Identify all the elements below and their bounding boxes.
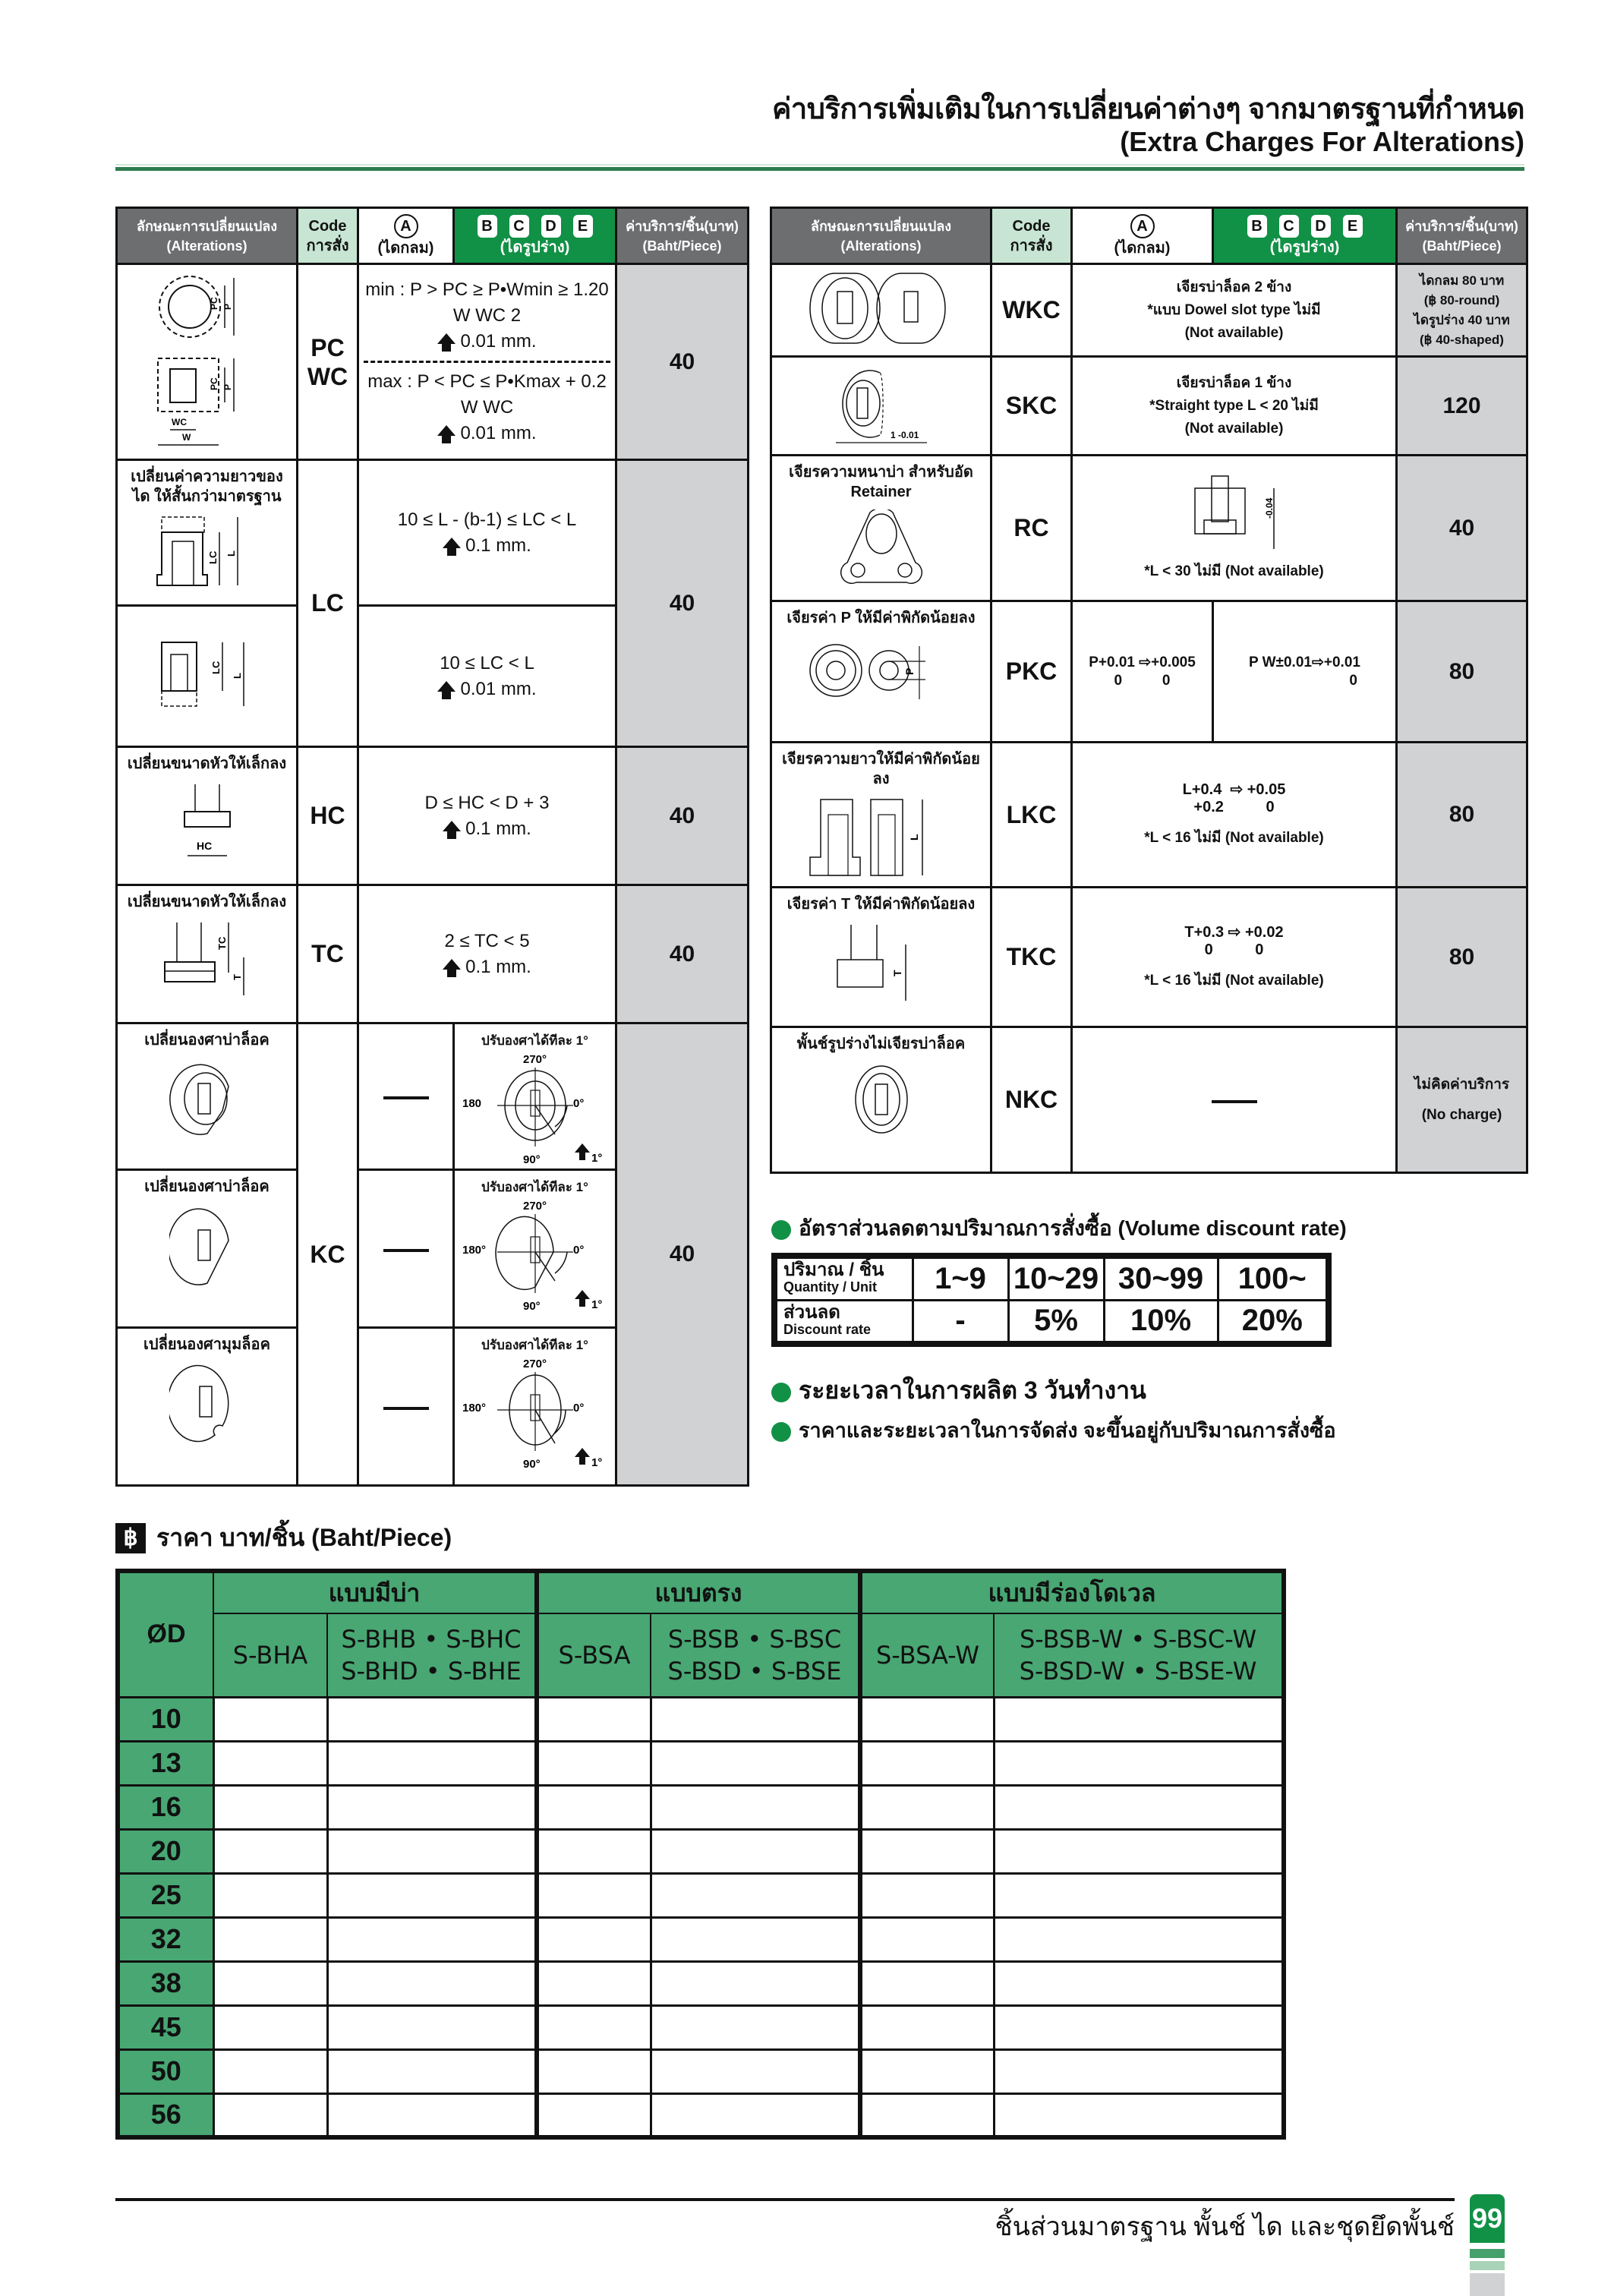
nkc-code: NKC	[991, 1027, 1072, 1173]
svg-text:LC: LC	[206, 550, 219, 564]
price-cell	[994, 1873, 1284, 1917]
svg-text:T: T	[231, 974, 243, 980]
price-cell	[537, 1961, 651, 2005]
kc-angle-3: ปรับองศาได้ทีละ 1° 270° 180° 0° 90° 1°	[454, 1328, 616, 1486]
price-cell	[651, 1741, 860, 1785]
price-cell	[860, 2093, 994, 2137]
price-cell	[537, 2093, 651, 2137]
diameter-cell: 10	[118, 1697, 213, 1741]
tkc-price: 80	[1397, 888, 1527, 1027]
hc-drawing-icon	[162, 781, 253, 865]
price-cell	[213, 1741, 327, 1785]
price-row	[118, 1917, 1284, 1961]
kc-key-flat-icon	[169, 1058, 245, 1141]
price-cell	[651, 1829, 860, 1873]
kc-type-a-2	[358, 1170, 454, 1328]
price-row	[118, 1961, 1284, 2005]
quantity-cell: 30~99	[1104, 1256, 1218, 1300]
group-header-dowel: แบบมีร่องโดเวล	[860, 1571, 1284, 1613]
price-cell	[327, 2005, 537, 2049]
pkc-type-a: P+0.01 ⇨+0.005 0 0	[1072, 601, 1213, 743]
pcwc-code: PC WC	[298, 264, 358, 460]
price-cell	[860, 2049, 994, 2093]
lkc-code: LKC	[991, 743, 1072, 888]
svg-text:L: L	[907, 834, 920, 840]
header-alterations: ลักษณะการเปลี่ยนแปลง (Alterations)	[117, 208, 298, 264]
wkc-condition: เจียรบ่าล็อค 2 ข้าง *แบบ Dowel slot type ไม่มี (Not available)	[1072, 264, 1397, 357]
price-cell	[537, 1741, 651, 1785]
tkc-condition: T+0.3 ⇨ +0.02 0 0 *L < 16 ไม่มี (Not available)	[1072, 888, 1397, 1027]
kc-price: 40	[616, 1023, 749, 1486]
tc-drawing-icon	[154, 919, 260, 1003]
price-cell	[994, 1697, 1284, 1741]
group-header-shoulder: แบบมีบ่า	[213, 1571, 537, 1613]
left-alterations-table	[115, 207, 749, 1487]
svg-text:LC: LC	[210, 661, 222, 674]
price-row	[118, 2093, 1284, 2137]
price-cell	[213, 1697, 327, 1741]
lead-time-note: ระยะเวลาในการผลิต 3 วันทำงาน	[771, 1371, 1146, 1410]
wkc-code: WKC	[991, 264, 1072, 357]
badge-d: D	[1311, 215, 1331, 238]
svg-text:180: 180	[462, 1097, 481, 1110]
header-price: ค่าบริการ/ชิ้น(บาท) (Baht/Piece)	[1397, 208, 1527, 264]
price-cell	[213, 2005, 327, 2049]
tc-price: 40	[616, 885, 749, 1023]
price-table	[115, 1569, 1286, 2140]
badge-e: E	[573, 215, 593, 238]
diameter-cell: 45	[118, 2005, 213, 2049]
header-code: Code การสั่ง	[298, 208, 358, 264]
price-cell	[537, 1917, 651, 1961]
lc-drawing-icon	[147, 514, 268, 590]
pcwc-diagram	[117, 264, 298, 460]
price-cell	[327, 2049, 537, 2093]
page-title-english: (Extra Charges For Alterations)	[1120, 126, 1524, 157]
diameter-cell: 13	[118, 1741, 213, 1785]
diameter-cell: 50	[118, 2049, 213, 2093]
price-cell	[213, 1873, 327, 1917]
kc-code: KC	[298, 1023, 358, 1486]
row-nkc	[771, 1027, 1527, 1173]
step-arrow-icon	[437, 681, 456, 692]
rc-price: 40	[1397, 456, 1527, 601]
skc-diagram	[771, 357, 991, 456]
svg-text:270°: 270°	[522, 1200, 547, 1213]
badge-a: A	[394, 214, 418, 238]
bullet-icon	[771, 1220, 791, 1240]
kc-key-notch-icon	[169, 1362, 245, 1446]
row-pkc	[771, 601, 1527, 743]
hc-diagram: เปลี่ยนขนาดหัวให้เล็กลง HC	[117, 747, 298, 885]
step-arrow-icon	[437, 425, 456, 436]
skc-condition: เจียรบ่าล็อค 1 ข้าง *Straight type L < 20 ไม่มี (Not available)	[1072, 357, 1397, 456]
not-applicable-dash	[1212, 1100, 1257, 1103]
sub-header: S-BSA-W	[860, 1613, 994, 1697]
wkc-drawing-icon	[805, 270, 957, 346]
row-kc-1	[117, 1023, 749, 1170]
sub-header: S-BHB • S-BHC S-BHD • S-BHE	[327, 1613, 537, 1697]
price-cell	[860, 1697, 994, 1741]
svg-text:0°: 0°	[572, 1402, 584, 1414]
nkc-condition	[1072, 1027, 1397, 1173]
pkc-diagram: เจียรค่า P ให้มีค่าพิกัดน้อยลง P	[771, 601, 991, 743]
lc-drawing-2-icon	[147, 636, 268, 712]
svg-text:PC: PC	[208, 297, 219, 310]
step-arrow-icon	[443, 821, 461, 831]
lc-diagram-1: เปลี่ยนค่าความยาวของได ให้สั้นกว่ามาตรฐาน LC L	[117, 460, 298, 606]
badge-a: A	[1130, 214, 1155, 238]
price-cell	[994, 1785, 1284, 1829]
pkc-drawing-icon	[805, 636, 957, 704]
price-cell	[327, 1785, 537, 1829]
kc-diagram-1: เปลี่ยนองศาบ่าล็อค	[117, 1023, 298, 1170]
price-cell	[327, 1873, 537, 1917]
header-type-a: A (ไดกลม)	[358, 208, 454, 264]
nkc-price: ไม่คิดค่าบริการ (No charge)	[1397, 1027, 1527, 1173]
badge-c: C	[1279, 215, 1299, 238]
price-row	[118, 1741, 1284, 1785]
pcwc-max-sub: W WC	[460, 397, 514, 418]
hc-code: HC	[298, 747, 358, 885]
discount-table	[771, 1253, 1332, 1347]
price-cell	[327, 1961, 537, 2005]
dashed-divider	[364, 361, 610, 363]
right-alterations-table	[770, 207, 1528, 1174]
step-arrow-icon	[437, 333, 456, 344]
skc-drawing-icon	[821, 362, 942, 446]
step-arrow-icon	[443, 538, 461, 548]
title-rule-light	[115, 164, 1524, 166]
price-row	[118, 1785, 1284, 1829]
row-rc	[771, 456, 1527, 601]
row-wkc	[771, 264, 1527, 357]
not-applicable-dash	[383, 1249, 429, 1252]
price-cell	[213, 1961, 327, 2005]
price-row	[118, 1873, 1284, 1917]
price-cell	[651, 1961, 860, 2005]
quantity-cell: 10~29	[1008, 1256, 1104, 1300]
bullet-icon	[771, 1383, 791, 1402]
price-row	[118, 2005, 1284, 2049]
svg-text:1 -0.01: 1 -0.01	[890, 430, 919, 440]
sub-header: S-BSB • S-BSC S-BSD • S-BSE	[651, 1613, 860, 1697]
diameter-cell: 38	[118, 1961, 213, 2005]
quantity-cell: 1~9	[913, 1256, 1008, 1300]
svg-text:180°: 180°	[462, 1244, 486, 1257]
angle-dial-icon	[459, 1355, 611, 1469]
step-arrow-icon	[443, 959, 461, 970]
price-cell	[860, 1785, 994, 1829]
kc-diagram-3: เปลี่ยนองศามุมล็อค	[117, 1328, 298, 1486]
discount-rate-row	[774, 1300, 1329, 1344]
rc-code: RC	[991, 456, 1072, 601]
angle-dial-icon	[459, 1197, 611, 1311]
price-cell	[327, 1697, 537, 1741]
pkc-type-bcde: P W±0.01⇨+0.01 0	[1213, 601, 1397, 743]
price-cell	[651, 2093, 860, 2137]
svg-text:P: P	[222, 383, 233, 390]
discount-heading: อัตราส่วนลดตามปริมาณการสั่งซื้อ (Volume discount rate)	[771, 1212, 1347, 1245]
price-cell	[327, 1829, 537, 1873]
discount-quantity-row	[774, 1256, 1329, 1300]
price-cell	[213, 2093, 327, 2137]
diameter-cell: 25	[118, 1873, 213, 1917]
header-type-a: A (ไดกลม)	[1072, 208, 1213, 264]
badge-b: B	[1247, 215, 1267, 238]
pcwc-max-formula: max : P < PC ≤ P•Kmax + 0.2	[367, 371, 607, 392]
svg-text:270°: 270°	[522, 1053, 547, 1066]
row-tc	[117, 885, 749, 1023]
price-cell	[537, 1829, 651, 1873]
price-cell	[537, 1785, 651, 1829]
page-tab-stripe	[1470, 2261, 1505, 2270]
kc-angle-1: ปรับองศาได้ทีละ 1° 270° 180 0° 90° 1°	[454, 1023, 616, 1170]
svg-text:L: L	[231, 673, 243, 679]
svg-text:270°: 270°	[522, 1358, 547, 1370]
svg-text:90°: 90°	[522, 1458, 541, 1469]
pcwc-min-sub: W WC 2	[452, 305, 522, 326]
diameter-cell: 32	[118, 1917, 213, 1961]
price-cell	[537, 1697, 651, 1741]
svg-text:L: L	[225, 550, 237, 557]
page-title-thai: ค่าบริการเพิ่มเติมในการเปลี่ยนค่าต่างๆ จากมาตรฐานที่กำหนด	[771, 93, 1524, 125]
row-tkc	[771, 888, 1527, 1027]
badge-c: C	[509, 215, 529, 238]
svg-text:180°: 180°	[462, 1402, 486, 1414]
nkc-diagram: พั้นช์รูปร่างไม่เจียรบ่าล็อค	[771, 1027, 991, 1173]
angle-dial-icon	[459, 1051, 611, 1165]
price-cell	[651, 2005, 860, 2049]
rate-cell: -	[913, 1300, 1008, 1344]
header-type-bcde: B C D E (ไดรูปร่าง)	[1213, 208, 1397, 264]
svg-text:PC: PC	[208, 377, 219, 390]
rc-condition: -0.04 *L < 30 ไม่มี (Not available)	[1072, 456, 1397, 601]
quantity-cell: 100~	[1218, 1256, 1329, 1300]
tkc-drawing-icon	[821, 922, 942, 1005]
pkc-code: PKC	[991, 601, 1072, 743]
price-cell	[651, 1873, 860, 1917]
rate-cell: 5%	[1008, 1300, 1104, 1344]
delivery-note: ราคาและระยะเวลาในการจัดส่ง จะขึ้นอยู่กับปริมาณการสั่งซื้อ	[771, 1414, 1336, 1446]
diameter-cell: 20	[118, 1829, 213, 1873]
rate-cell: 20%	[1218, 1300, 1329, 1344]
not-applicable-dash	[383, 1096, 429, 1099]
price-cell	[651, 1785, 860, 1829]
price-cell	[651, 2049, 860, 2093]
svg-text:WC: WC	[171, 417, 187, 427]
lc-condition-2: 10 ≤ LC < L 0.01 mm.	[358, 606, 616, 747]
tc-condition: 2 ≤ TC < 5 0.1 mm.	[358, 885, 616, 1023]
price-cell	[213, 2049, 327, 2093]
kc-type-a-1	[358, 1023, 454, 1170]
price-cell	[994, 1829, 1284, 1873]
diameter-cell: 56	[118, 2093, 213, 2137]
kc-angle-2: ปรับองศาได้ทีละ 1° 270° 180° 0° 90° 1°	[454, 1170, 616, 1328]
kc-key-flat-2-icon	[169, 1204, 245, 1288]
price-row	[118, 1829, 1284, 1873]
lkc-diagram: เจียรความยาวให้มีค่าพิกัดน้อยลง L	[771, 743, 991, 888]
lc-code: LC	[298, 460, 358, 747]
price-cell	[213, 1785, 327, 1829]
price-table-heading: ฿ ราคา บาท/ชิ้น (Baht/Piece)	[115, 1519, 452, 1557]
svg-text:P: P	[222, 303, 233, 310]
price-cell	[537, 1873, 651, 1917]
svg-text:90°: 90°	[522, 1153, 541, 1165]
retainer-drawing-icon	[840, 509, 923, 585]
lkc-price: 80	[1397, 743, 1527, 888]
price-cell	[651, 1697, 860, 1741]
tc-diagram: เปลี่ยนขนาดหัวให้เล็กลง TC T	[117, 885, 298, 1023]
badge-d: D	[541, 215, 561, 238]
diameter-cell: 16	[118, 1785, 213, 1829]
rate-cell: 10%	[1104, 1300, 1218, 1344]
quantity-label: ปริมาณ / ชิ้น Quantity / Unit	[774, 1256, 913, 1300]
footer-rule	[115, 2198, 1455, 2201]
wkc-price: ไดกลม 80 บาท (฿ 80-round) ไดรูปร่าง 40 บาท (฿ 40-shaped)	[1397, 264, 1527, 357]
price-cell	[213, 1917, 327, 1961]
skc-code: SKC	[991, 357, 1072, 456]
not-applicable-dash	[383, 1407, 429, 1410]
baht-icon: ฿	[115, 1523, 146, 1553]
hc-price: 40	[616, 747, 749, 885]
kc-diagram-2: เปลี่ยนองศาบ่าล็อค	[117, 1170, 298, 1328]
pcwc-drawing-icon	[150, 269, 264, 451]
lkc-condition: L+0.4 ⇨ +0.05 +0.2 0 *L < 16 ไม่มี (Not available)	[1072, 743, 1397, 888]
svg-text:-0.04: -0.04	[1263, 497, 1275, 519]
price-cell	[994, 1917, 1284, 1961]
wkc-diagram	[771, 264, 991, 357]
hc-condition: D ≤ HC < D + 3 0.1 mm.	[358, 747, 616, 885]
page-tab-stripe	[1470, 2249, 1505, 2258]
price-cell	[327, 2093, 537, 2137]
svg-text:T: T	[891, 970, 903, 976]
pkc-price: 80	[1397, 601, 1527, 743]
price-cell	[651, 1917, 860, 1961]
svg-text:90°: 90°	[522, 1300, 541, 1311]
svg-text:HC: HC	[196, 840, 212, 852]
sub-header: S-BSA	[537, 1613, 651, 1697]
rc-diagram: เจียรความหนาบ่า สำหรับอัด Retainer	[771, 456, 991, 601]
price-cell	[327, 1741, 537, 1785]
svg-text:0°: 0°	[572, 1244, 584, 1257]
price-cell	[860, 1741, 994, 1785]
lkc-drawing-icon	[798, 796, 965, 880]
header-type-bcde: B C D E (ไดรูปร่าง)	[454, 208, 616, 264]
tkc-code: TKC	[991, 888, 1072, 1027]
price-cell	[537, 2005, 651, 2049]
svg-text:1°: 1°	[591, 1298, 602, 1311]
svg-text:0°: 0°	[572, 1097, 584, 1110]
badge-b: B	[478, 215, 497, 238]
pcwc-condition: min : P > PC ≥ P•Wmin ≥ 1.20 W WC 2 0.01 mm. max : P < PC ≤ P•Kmax + 0.2 W WC 0.01 mm.	[358, 264, 616, 460]
tc-code: TC	[298, 885, 358, 1023]
lc-condition-1: 10 ≤ L - (b-1) ≤ LC < L 0.1 mm.	[358, 460, 616, 606]
price-cell	[994, 2005, 1284, 2049]
row-hc	[117, 747, 749, 885]
price-row	[118, 1697, 1284, 1741]
svg-text:TC: TC	[216, 936, 228, 950]
price-cell	[994, 1961, 1284, 2005]
price-cell	[537, 2049, 651, 2093]
price-cell	[994, 1741, 1284, 1785]
rate-label: ส่วนลด Discount rate	[774, 1300, 913, 1344]
page-tab-stripe	[1470, 2273, 1505, 2296]
price-table-body	[118, 1697, 1284, 2137]
nkc-drawing-icon	[843, 1061, 919, 1137]
lc-price: 40	[616, 460, 749, 747]
header-alterations: ลักษณะการเปลี่ยนแปลง (Alterations)	[771, 208, 991, 264]
page-number: 99	[1470, 2194, 1505, 2243]
lc-diagram-2	[117, 606, 298, 747]
row-lc-1	[117, 460, 749, 606]
svg-text:1°: 1°	[591, 1456, 602, 1469]
skc-price: 120	[1397, 357, 1527, 456]
od-header: ØD	[118, 1571, 213, 1697]
price-cell	[327, 1917, 537, 1961]
row-skc	[771, 357, 1527, 456]
svg-text:W: W	[181, 432, 191, 443]
price-cell	[213, 1829, 327, 1873]
footer-section-title: ชิ้นส่วนมาตรฐาน พั้นช์ ได และชุดยึดพั้นช์	[995, 2212, 1455, 2241]
price-cell	[860, 1873, 994, 1917]
badge-e: E	[1343, 215, 1363, 238]
svg-text:1°: 1°	[591, 1152, 602, 1165]
sub-header: S-BHA	[213, 1613, 327, 1697]
bullet-icon	[771, 1422, 791, 1442]
tkc-diagram: เจียรค่า T ให้มีค่าพิกัดน้อยลง T	[771, 888, 991, 1027]
price-cell	[994, 2049, 1284, 2093]
kc-type-a-3	[358, 1328, 454, 1486]
row-lkc	[771, 743, 1527, 888]
pcwc-price: 40	[616, 264, 749, 460]
row-pcwc	[117, 264, 749, 460]
pcwc-min-formula: min : P > PC ≥ P•Wmin ≥ 1.20	[365, 279, 609, 300]
price-cell	[994, 2093, 1284, 2137]
header-code: Code การสั่ง	[991, 208, 1072, 264]
rc-drawing-icon	[1158, 473, 1310, 557]
price-cell	[860, 2005, 994, 2049]
group-header-straight: แบบตรง	[537, 1571, 860, 1613]
price-row	[118, 2049, 1284, 2093]
sub-header: S-BSB-W • S-BSC-W S-BSD-W • S-BSE-W	[994, 1613, 1284, 1697]
price-cell	[860, 1961, 994, 2005]
header-price: ค่าบริการ/ชิ้น(บาท) (Baht/Piece)	[616, 208, 749, 264]
price-cell	[860, 1917, 994, 1961]
svg-text:P: P	[903, 667, 916, 675]
title-rule	[115, 167, 1524, 171]
price-cell	[860, 1829, 994, 1873]
